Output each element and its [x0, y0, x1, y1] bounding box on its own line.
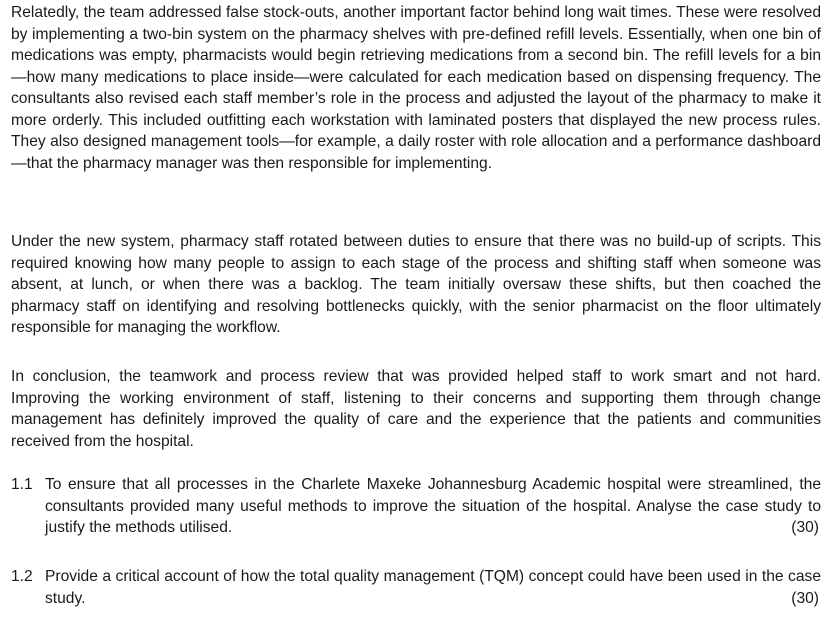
question-number: 1.2: [11, 568, 33, 585]
paragraph-new-system: Under the new system, pharmacy staff rotated between duties to ensure that there was no build-up of scripts. This required knowing how many people to assign to each stage of the process and shifting staff when someone was absent, at lunch, or when there was a backlog. The team initially oversaw these shifts, but then coached the pharmacy staff on identifying and resolving bottlenecks quickly, with the senior pharmacist on the floor ultimately responsible for managing the workflow.: [11, 233, 821, 336]
paragraph-stock-outs: Relatedly, the team addressed false stock-outs, another important factor behind long wait times. These were resolved by implementing a two-bin system on the pharmacy shelves with pre-defined refill levels. Essentially, when one bin of medications was empty, pharmacists would begin retrieving medications from a second bin. The refill levels for a bin—how many medications to place inside—were calculated for each medication based on dispensing frequency. The consultants also revised each staff member’s role in the process and adjusted the layout of the pharmacy to make it more orderly. This included outfitting each workstation with laminated posters that displayed the new process rules. They also designed management tools—for example, a daily roster with role allocation and a performance dashboard—that the pharmacy manager was then responsible for implementing.: [11, 4, 821, 172]
question-marks: (30): [791, 589, 819, 607]
question-1-1: [11, 474, 821, 539]
paragraph-conclusion: In conclusion, the teamwork and process review that was provided helped staff to work smart and not hard. Improving the working environment of staff, listening to their concerns and supporting them through change management has definitely improved the quality of care and the experience that the patients and communities received from the hospital.: [11, 368, 821, 450]
question-text: Provide a critical account of how the total quality management (TQM) concept could have been used in the case study.: [45, 568, 821, 607]
question-1-2: [11, 566, 821, 609]
question-marks: (30): [791, 519, 819, 536]
question-text: To ensure that all processes in the Charlete Maxeke Johannesburg Academic hospital were streamlined, the consultants provided many useful methods to improve the situation of the hospital. Analyse the case study to justify the methods utilised.: [45, 476, 821, 536]
question-number: 1.1: [11, 476, 33, 493]
